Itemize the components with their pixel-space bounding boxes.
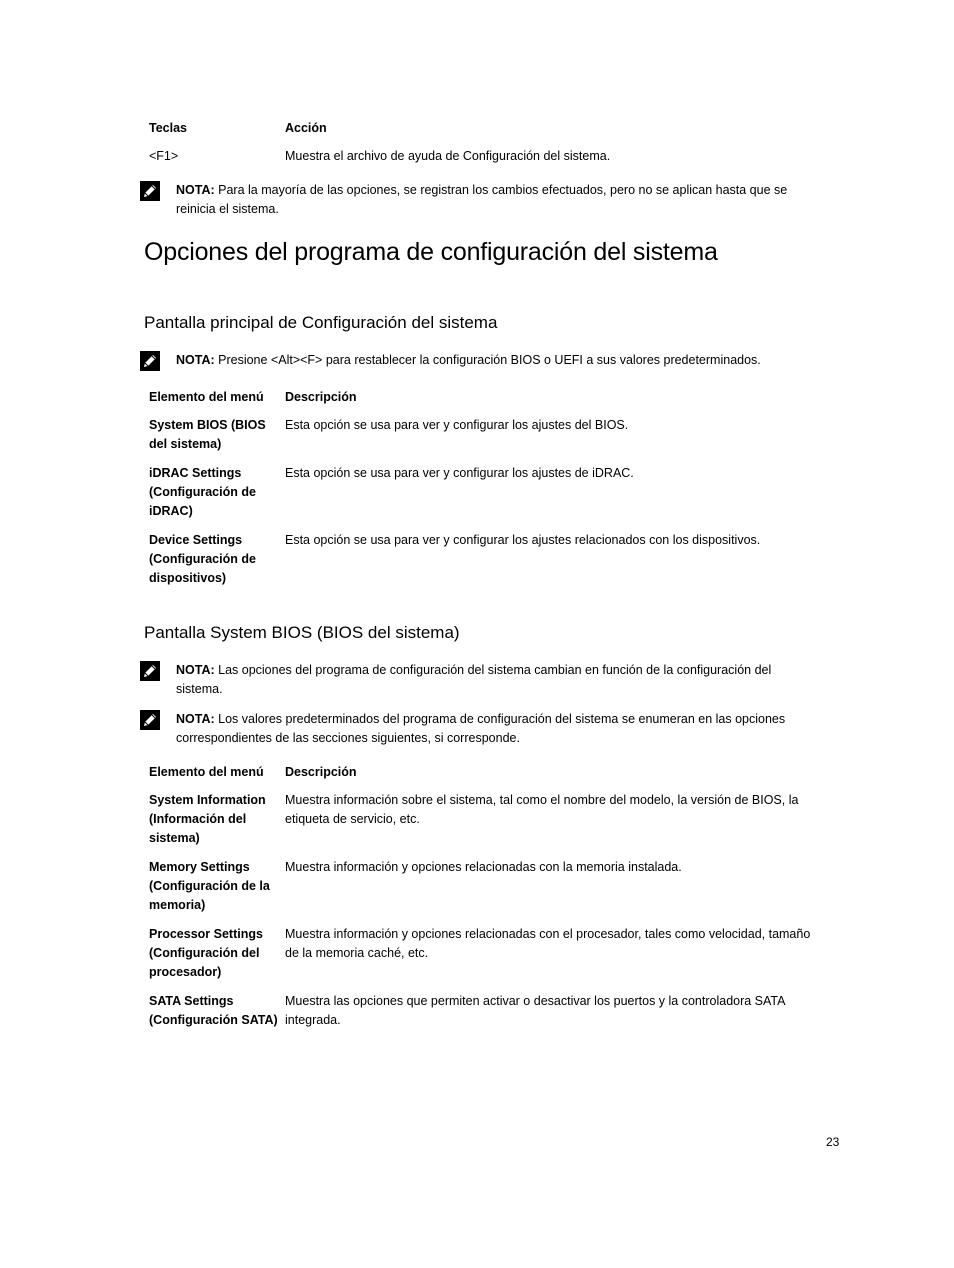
table-row: [149, 147, 824, 166]
table-header-row: [149, 119, 824, 138]
note-label: NOTA:: [176, 712, 215, 726]
pencil-note-icon: [140, 181, 160, 201]
table-header-row: [149, 763, 824, 782]
description-cell: Esta opción se usa para ver y configurar los ajustes relacionados con los dispositivos.: [285, 533, 761, 547]
key-cell: <F1>: [149, 149, 179, 163]
section-title-main-screen: Pantalla principal de Configuración del sistema: [144, 313, 498, 332]
note-body: Para la mayoría de las opciones, se registran los cambios efectuados, pero no se aplican hasta que se reinicia el sistema.: [176, 183, 788, 216]
system-bios-table: [149, 763, 824, 1030]
description-cell: Esta opción se usa para ver y configurar los ajustes del BIOS.: [285, 418, 629, 432]
pencil-note-icon: [140, 710, 160, 730]
header-description: Descripción: [285, 765, 357, 779]
note-body: Presione <Alt><F> para restablecer la configuración BIOS o UEFI a sus valores predeterminados.: [214, 353, 761, 367]
note-text: [176, 710, 820, 748]
table-row: [149, 416, 824, 454]
menu-item-cell: Processor Settings (Configuración del procesador): [149, 927, 263, 979]
keys-table: [149, 119, 824, 166]
page-title: Opciones del programa de configuración del sistema: [144, 238, 718, 266]
pencil-note-icon: [140, 351, 160, 371]
table-row: [149, 791, 824, 848]
menu-item-cell: System BIOS (BIOS del sistema): [149, 418, 266, 451]
description-cell: Muestra información y opciones relacionadas con el procesador, tales como velocidad, tamaño de la memoria caché, etc.: [285, 927, 811, 960]
menu-item-cell: Memory Settings (Configuración de la memoria): [149, 860, 270, 912]
action-cell: Muestra el archivo de ayuda de Configuración del sistema.: [285, 149, 611, 163]
note-text: [176, 661, 820, 699]
note-text: [176, 181, 820, 219]
page-number: 23: [826, 1135, 840, 1149]
menu-item-cell: iDRAC Settings (Configuración de iDRAC): [149, 466, 256, 518]
note-1: [140, 181, 820, 219]
table-row: [149, 858, 824, 915]
table-header-row: [149, 388, 824, 407]
note-3: [140, 661, 820, 699]
header-action: Acción: [285, 121, 327, 135]
description-cell: Muestra información y opciones relacionadas con la memoria instalada.: [285, 860, 682, 874]
note-label: NOTA:: [176, 663, 215, 677]
note-4: [140, 710, 820, 748]
table-row: [149, 531, 824, 588]
description-cell: Muestra información sobre el sistema, tal como el nombre del modelo, la versión de BIOS, la etiqueta de servicio, etc.: [285, 793, 799, 826]
pencil-note-icon: [140, 661, 160, 681]
description-cell: Esta opción se usa para ver y configurar los ajustes de iDRAC.: [285, 466, 634, 480]
note-text: [176, 351, 820, 371]
header-keys: Teclas: [149, 121, 187, 135]
note-label: NOTA:: [176, 353, 215, 367]
note-2: [140, 351, 820, 371]
menu-item-cell: System Information (Información del sistema): [149, 793, 266, 845]
note-body: Los valores predeterminados del programa de configuración del sistema se enumeran en las opciones correspondientes de las secciones siguientes, si corresponde.: [176, 712, 786, 745]
table-row: [149, 464, 824, 521]
table-row: [149, 992, 824, 1030]
description-cell: Muestra las opciones que permiten activar o desactivar los puertos y la controladora SATA integrada.: [285, 994, 785, 1027]
header-menu-item: Elemento del menú: [149, 390, 264, 404]
note-label: NOTA:: [176, 183, 215, 197]
main-screen-table: [149, 388, 824, 588]
section-title-system-bios: Pantalla System BIOS (BIOS del sistema): [144, 623, 460, 642]
menu-item-cell: Device Settings (Configuración de dispositivos): [149, 533, 256, 585]
table-row: [149, 925, 824, 982]
note-body: Las opciones del programa de configuración del sistema cambian en función de la configuración del sistema.: [176, 663, 772, 696]
menu-item-cell: SATA Settings (Configuración SATA): [149, 994, 278, 1027]
header-menu-item: Elemento del menú: [149, 765, 264, 779]
header-description: Descripción: [285, 390, 357, 404]
